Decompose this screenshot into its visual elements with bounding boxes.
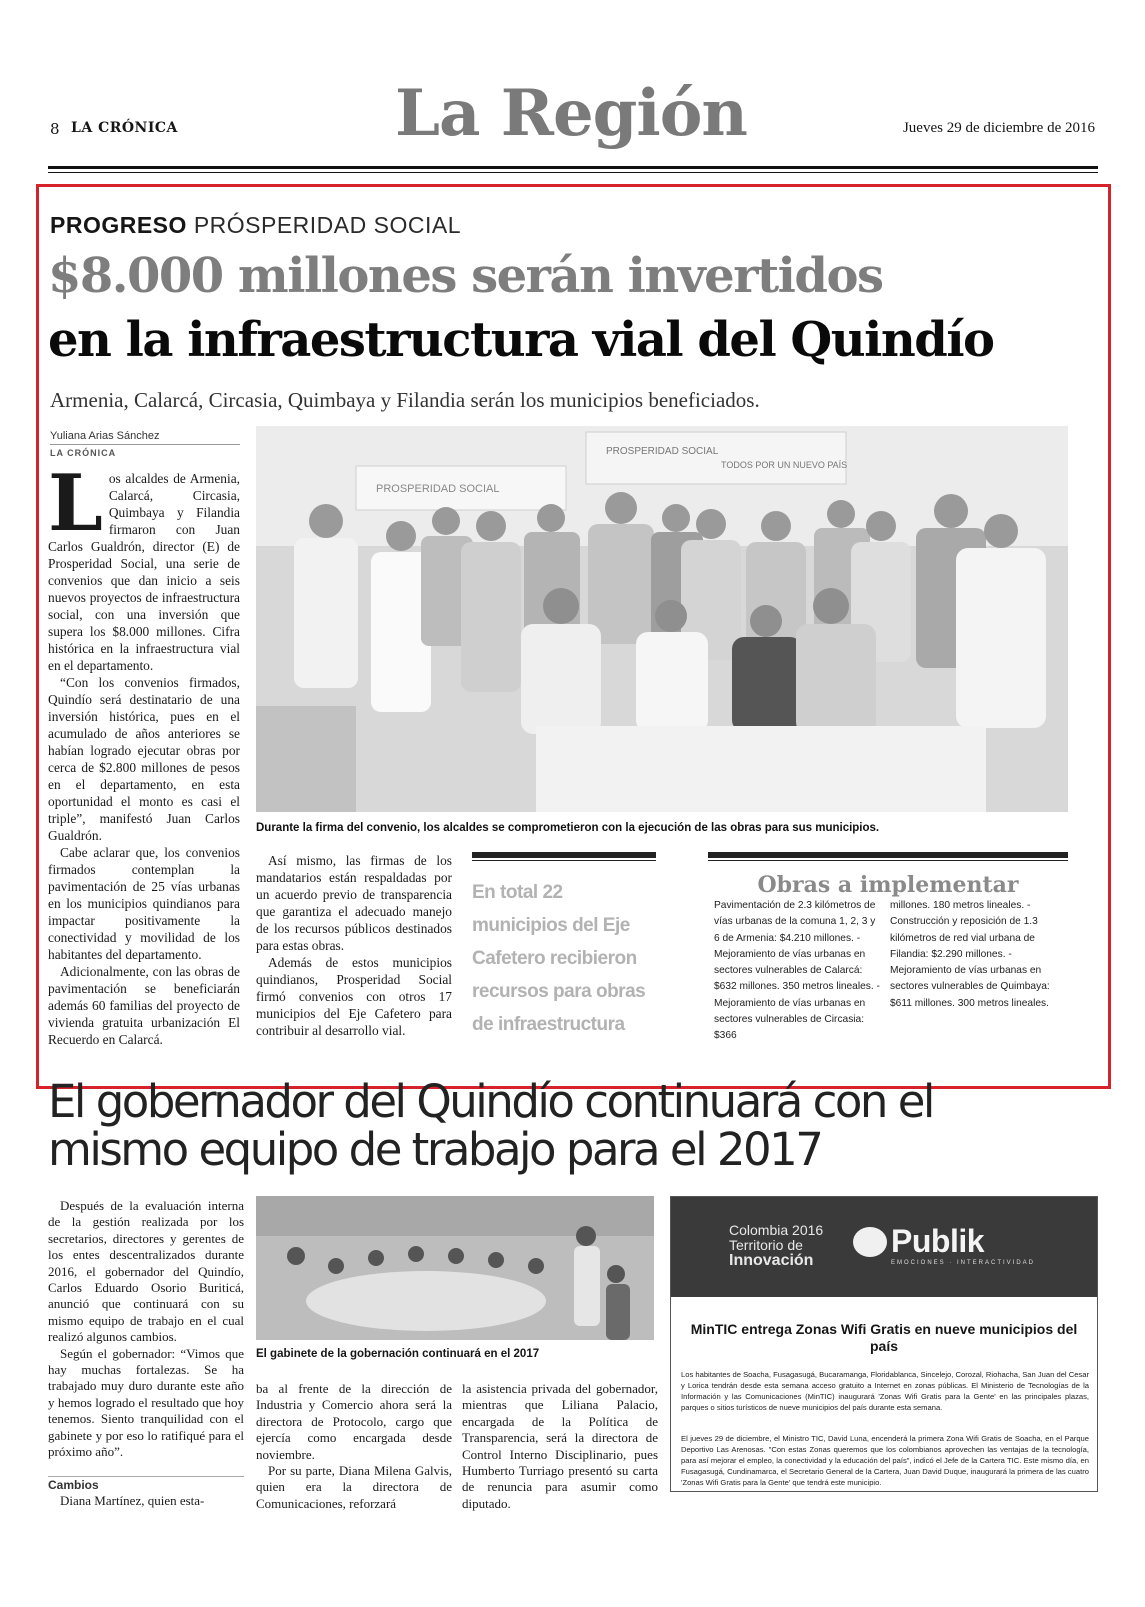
headline-line-2: en la infraestructura vial del Quindío [48, 312, 994, 368]
photo-banner-left: PROSPERIDAD SOCIAL [376, 483, 500, 495]
publik-logo [853, 1223, 984, 1260]
ad-tagline-1: Colombia 2016 [729, 1222, 824, 1238]
headline-governor: El gobernador del Quindío continuará con el mismo equipo de trabajo para el 2017 [48, 1075, 933, 1176]
signing-photo [256, 426, 1068, 812]
article-kicker [50, 212, 461, 239]
publik-ad [670, 1196, 1098, 1492]
paragraph: Adicionalmente, con las obras de pavimentación se beneficiarán además 60 familias del proyecto de vivienda gratuita urbanización El Recuerdo en Calarcá. [48, 964, 240, 1047]
cabinet-photo [256, 1196, 654, 1340]
byline-source: LA CRÓNICA [50, 448, 117, 458]
kicker-bold: PROGRESO [50, 212, 187, 238]
governor-column-2 [256, 1381, 452, 1512]
paragraph: Los alcaldes de Armenia, Calarcá, Circasia, Quimbaya y Filandia firmaron con Juan Carlos Gualdrón, director (E) de Prosperidad Social, una serie de convenios que dan inicio a seis nuevos proyectos de infraestructura social, con una inversión que supera los $8.000 millones. Cifra histórica en la infraestructura vial en el departamento. [48, 458, 240, 673]
ad-paragraph: Los habitantes de Soacha, Fusagasugá, Bucaramanga, Floridablanca, Sincelejo, Corozal, Riohacha, San Juan del Cesar y Lorica tendrán desde esta semana acceso gratuito a Internet en zonas públicas. El Ministerio de Tecnologías de la Información y las Comunicaciones (MinTIC) inaugurará 'Zonas Wifi Gratis para la Gente' en las principales plazas, parques o sitios turísticos de nueve municipios del país durante esta semana. [681, 1370, 1089, 1412]
masthead-rule-thin [48, 172, 1098, 173]
ad-tagline [729, 1223, 823, 1268]
pullquote-rule [472, 852, 656, 858]
paragraph: Cabe aclarar que, los convenios firmados contemplan la pavimentación de 25 vías urbanas en los municipios quindianos para impactar positivamente la conectividad y movilidad de los habitantes del departamento. [48, 845, 240, 962]
article-dek: Armenia, Calarcá, Circasia, Quimbaya y Filandia serán los municipios beneficiados. [50, 388, 760, 412]
kicker-topic: PRÓSPERIDAD SOCIAL [193, 212, 461, 238]
ad-banner [671, 1197, 1097, 1297]
photo-caption: Durante la firma del convenio, los alcaldes se comprometieron con la ejecución de las obras para sus municipios. [256, 822, 880, 834]
subhead-cambios: Cambios [48, 1476, 244, 1492]
paragraph: Así mismo, las firmas de los mandatarios están respaldadas por un acuerdo previo de transparencia que garantiza el adecuado manejo de los recursos públicos destinados para estas obras. [256, 853, 452, 953]
article-column-2 [256, 852, 452, 1039]
pullquote: En total 22 municipios del Eje Cafetero recibieron recursos para obras de infraestructura [472, 882, 646, 1035]
paragraph: Según el gobernador: “Vimos que hay muchas fortalezas. Se ha trabajado muy duro durante este año y hemos logrado el resultado que hoy tenemos. Siento tranquilidad con el gabinete y por eso lo ratifiqué para el próximo año”. [48, 1345, 244, 1460]
ad-tagline-2: Territorio de [729, 1237, 803, 1253]
paragraph: Además de estos municipios quindianos, Prosperidad Social firmó convenios con otros 17 municipios del Eje Cafetero para contribuir al desarrollo vial. [256, 955, 452, 1038]
governor-column-3 [462, 1381, 658, 1512]
ad-tagline-3: Innovación [729, 1252, 814, 1269]
photo-illustration [256, 426, 1068, 812]
page-number: 8 [50, 120, 60, 138]
governor-column-1-tail [48, 1493, 244, 1509]
photo-banner-right-2: TODOS POR UN NUEVO PAÍS [721, 460, 848, 470]
paragraph: Por su parte, Diana Milena Galvis, quien era la directora de Comunicaciones, reforzará [256, 1463, 452, 1511]
sidebar-rule [708, 852, 1068, 858]
byline: Yuliana Arias Sánchez [50, 430, 240, 445]
dropcap: L [48, 458, 103, 549]
ad-paragraph: El jueves 29 de diciembre, el Ministro TIC, David Luna, encenderá la primera Zona Wifi Gratis de Soacha, en el Parque Deportivo Las Arenosas. "Con estas Zonas queremos que los colombianos aprovechen las ventajas de la tecnología, para así mejorar el empleo, la conectividad y la educación del país", indicó el Jefe de la Cartera TIC. Este mismo día, en Fusagasugá, Cundinamarca, el Secretario General de la Cartera, Juan David Duque, inaugurará la primera de las cuatro 'Zonas Wifi Gratis para la Gente' que tendrá este municipio. [681, 1434, 1089, 1487]
publik-subline: EMOCIONES · INTERACTIVIDAD [891, 1260, 1036, 1266]
issue-date: Jueves 29 de diciembre de 2016 [902, 120, 1095, 136]
photo-caption: El gabinete de la gobernación continuará en el 2017 [256, 1348, 540, 1360]
photo-banner-right: PROSPERIDAD SOCIAL [606, 446, 719, 457]
newspaper-name: LA CRÓNICA [71, 120, 178, 136]
paragraph: “Con los convenios firmados, Quindío será destinatario de una inversión histórica, pues en el acumulado de años anteriores se habían logrado ejecutar obras por cerca de $2.800 millones de pesos en el departamento, en esta oportunidad el monto es casi el triple”, manifestó Juan Carlos Gualdrón. [48, 675, 240, 843]
section-title: La Región [395, 76, 747, 151]
publik-wordmark: Publik [891, 1223, 985, 1259]
publik-logo-icon [853, 1227, 887, 1257]
masthead-rule [48, 166, 1098, 169]
paragraph: ba al frente de la dirección de Industria y Comercio ahora será la directora de Protocolo, cargo que ejercía como encargada desde noviembre. [256, 1381, 452, 1462]
paragraph: la asistencia privada del gobernador, mientras que Liliana Palacio, encargada de la Política de Transparencia, será la directora de Control Interno Disciplinario, pues Humberto Turriago presentó su carta de renuncia para asumir como diputado. [462, 1381, 658, 1511]
paragraph: Después de la evaluación interna de la gestión realizada por los secretarios, directores y gerentes de los entes descentralizados durante 2016, el gobernador del Quindío, Carlos Eduardo Osorio Buriticá, anunció que continuará con su mismo equipo de trabajo en el cual realizó algunos cambios. [48, 1198, 244, 1345]
article-column-1 [48, 458, 240, 1048]
pullquote-rule-thin [472, 860, 656, 861]
sidebar-column-1: Pavimentación de 2.3 kilómetros de vías urbanas de la comuna 1, 2, 3 y 6 de Armenia: $4.210 millones. - Mejoramiento de vías urbanas en sectores vulnerables de Calarcá: $632 millones. 350 metros lineales. - Mejoramiento de vías urbanas en sectores vulnerables de Circasia: $366 [714, 900, 880, 1042]
sidebar-title: Obras a implementar [757, 872, 1019, 898]
governor-column-1 [48, 1198, 244, 1461]
sidebar-column-2: millones. 180 metros lineales. - Construcción y reposición de 1.3 kilómetros de red vial urbana de Filandia: $2.290 millones. - Mejoramiento de vías urbanas en sectores vulnerables de Quimbaya: $611 millones. 300 metros lineales. [890, 900, 1050, 1009]
headline-line-1: $8.000 millones serán invertidos [48, 248, 883, 304]
cabinet-illustration [256, 1196, 654, 1340]
ad-headline: MinTIC entrega Zonas Wifi Gratis en nueve municipios del país [690, 1321, 1078, 1354]
paragraph: Diana Martínez, quien esta- [60, 1493, 205, 1508]
sidebar-rule-thin [708, 860, 1068, 861]
